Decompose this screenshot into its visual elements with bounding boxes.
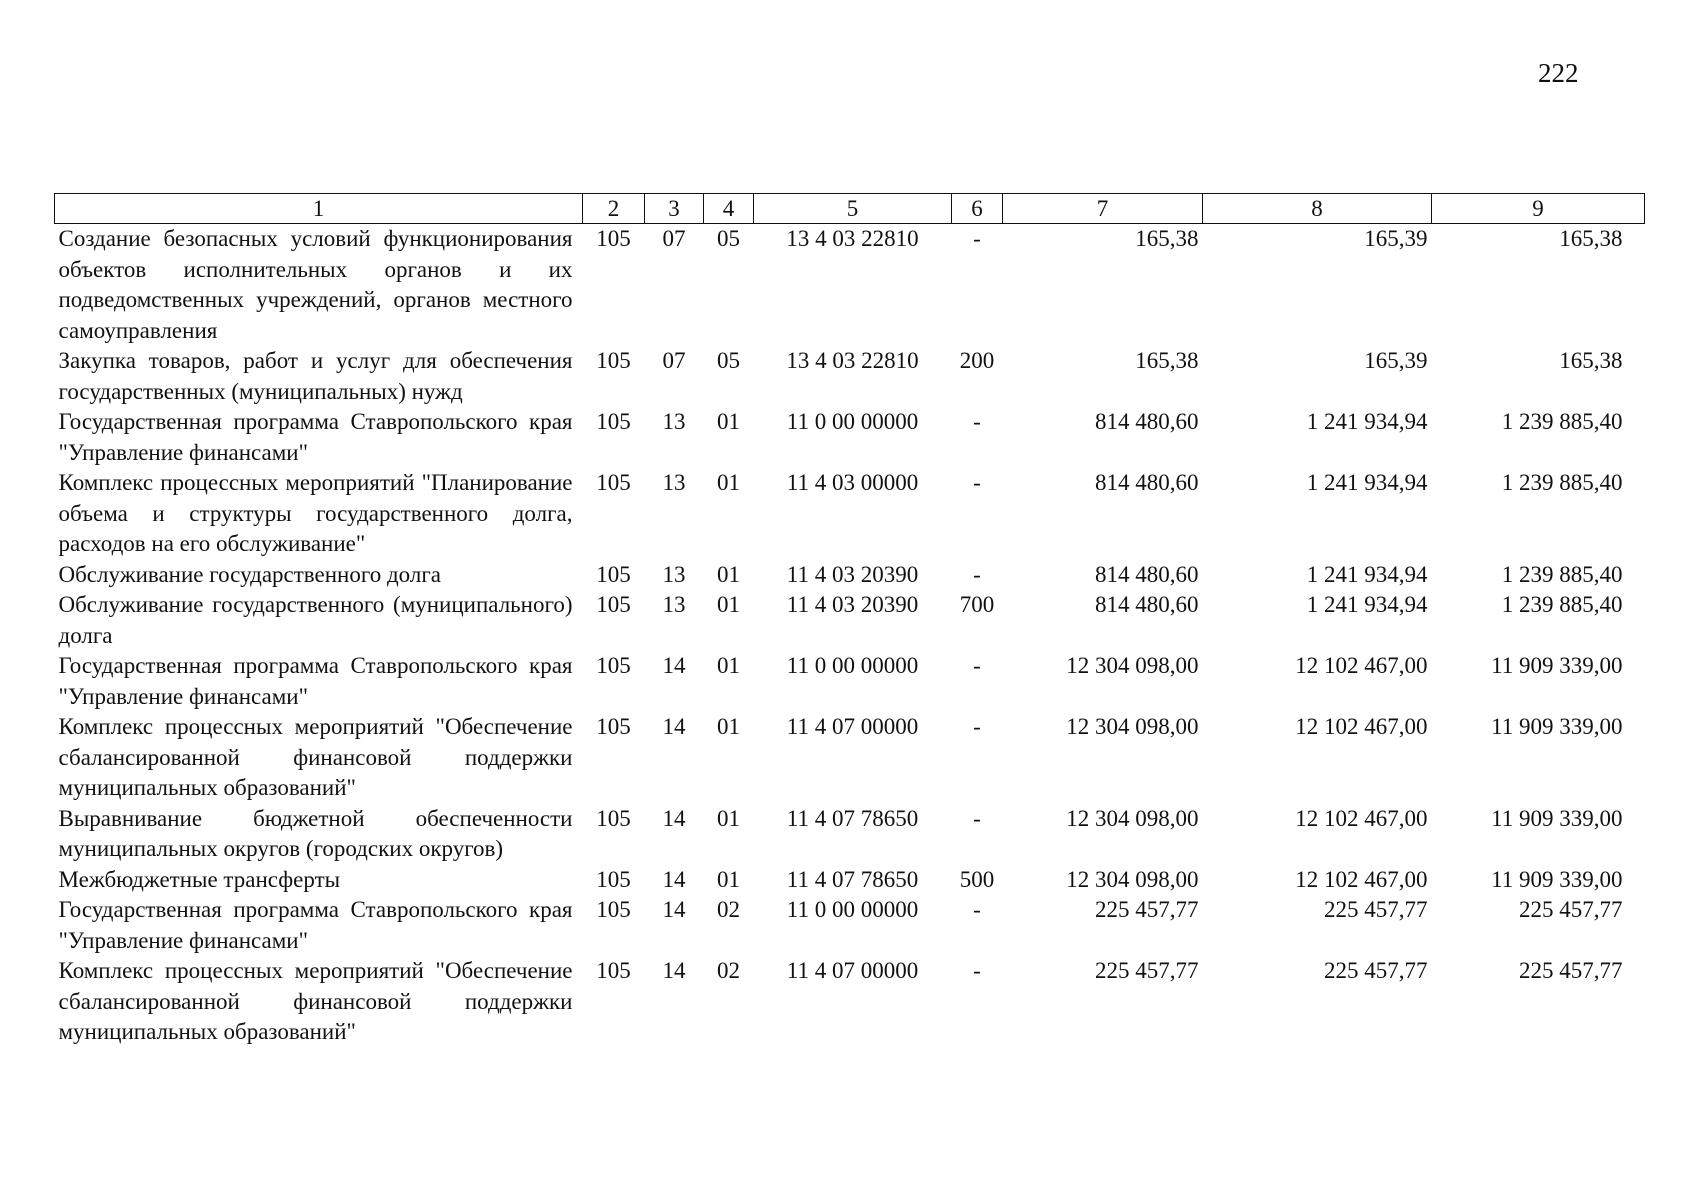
row-amount-9: 1 239 885,40: [1501, 561, 1623, 587]
row-code-section: 07: [662, 226, 686, 251]
row-code-target: 11 4 03 20390: [786, 561, 919, 587]
row-amount-8: 1 241 934,94: [1306, 409, 1428, 434]
row-amount-8: 225 457,77: [1324, 897, 1428, 922]
row-amount-7: 165,38: [1135, 348, 1199, 373]
header-col-5: 5: [754, 194, 952, 224]
row-code-target: 11 4 07 00000: [786, 714, 919, 739]
row-code-section: 14: [662, 714, 686, 739]
row-name: Выравнивание бюджетной обеспеченности муниципальных округов (городских округов): [58, 805, 573, 861]
row-code-target: 11 4 03 00000: [786, 470, 919, 495]
row-code-admin: 105: [596, 866, 631, 892]
row-code-subsection: 05: [717, 348, 740, 373]
row-amount-9: 11 909 339,00: [1491, 653, 1623, 678]
row-code-admin: 105: [596, 592, 631, 617]
row-code-expense-type: -: [973, 897, 981, 922]
row-code-expense-type: -: [973, 561, 981, 587]
row-code-subsection: 01: [717, 561, 740, 587]
row-code-target: 11 4 03 20390: [786, 592, 919, 617]
row-name: Комплекс процессных мероприятий "Планирование объема и структуры государственного долга, расходов на его обслуживание": [58, 470, 573, 556]
row-code-target: 11 0 00 00000: [786, 409, 919, 434]
row-code-section: 07: [662, 348, 686, 373]
row-amount-9: 225 457,77: [1519, 958, 1623, 983]
row-amount-8: 12 102 467,00: [1295, 866, 1428, 892]
row-amount-9: 225 457,77: [1519, 897, 1623, 922]
row-code-expense-type: 500: [959, 866, 995, 892]
row-amount-9: 11 909 339,00: [1491, 866, 1623, 892]
row-code-expense-type: -: [973, 226, 981, 251]
row-amount-9: 1 239 885,40: [1501, 409, 1623, 434]
table-row: [55, 651, 1645, 712]
row-code-expense-type: -: [973, 805, 981, 831]
header-col-3: 3: [645, 194, 704, 224]
row-code-section: 14: [662, 866, 686, 892]
row-code-admin: 105: [596, 226, 631, 251]
row-code-admin: 105: [596, 561, 631, 587]
row-name: Создание безопасных условий функционирования объектов исполнительных органов и их подведомственных учреждений, органов местного самоуправления: [58, 226, 573, 343]
header-col-4: 4: [704, 194, 754, 224]
row-name: Комплекс процессных мероприятий "Обеспечение сбалансированной финансовой поддержки муниципальных образований": [58, 714, 573, 800]
row-amount-9: 1 239 885,40: [1501, 470, 1623, 495]
row-code-expense-type: -: [973, 958, 981, 983]
row-code-section: 13: [662, 409, 686, 434]
row-amount-9: 165,38: [1559, 348, 1623, 373]
table-row: [55, 895, 1645, 956]
row-code-subsection: 01: [717, 866, 740, 892]
row-code-admin: 105: [596, 714, 631, 739]
row-amount-7: 814 480,60: [1095, 561, 1199, 587]
page-number: 222: [1538, 58, 1579, 88]
row-code-admin: 105: [596, 805, 631, 831]
table-row: [55, 224, 1645, 347]
row-code-subsection: 01: [717, 409, 740, 434]
table-row: [55, 407, 1645, 468]
row-amount-9: 11 909 339,00: [1491, 805, 1623, 831]
table-body: [55, 224, 1645, 1048]
row-amount-7: 814 480,60: [1095, 470, 1199, 495]
row-amount-8: 12 102 467,00: [1295, 805, 1428, 831]
row-amount-8: 225 457,77: [1324, 958, 1428, 983]
row-code-section: 14: [662, 805, 686, 831]
row-amount-9: 11 909 339,00: [1491, 714, 1623, 739]
row-code-subsection: 05: [717, 226, 740, 251]
row-name: Комплекс процессных мероприятий "Обеспечение сбалансированной финансовой поддержки муниципальных образований": [58, 958, 573, 1044]
row-code-admin: 105: [596, 348, 631, 373]
table-row: [55, 956, 1645, 1048]
row-amount-8: 1 241 934,94: [1306, 561, 1428, 587]
row-code-subsection: 01: [717, 592, 740, 617]
row-name: Государственная программа Ставропольского края "Управление финансами": [58, 409, 573, 465]
row-amount-9: 1 239 885,40: [1501, 592, 1623, 617]
row-amount-7: 814 480,60: [1095, 409, 1199, 434]
row-code-admin: 105: [596, 470, 631, 495]
row-code-admin: 105: [596, 897, 631, 922]
row-code-target: 11 4 07 00000: [786, 958, 919, 983]
header-col-1: 1: [55, 194, 583, 224]
row-code-section: 14: [662, 653, 686, 678]
header-col-2: 2: [583, 194, 645, 224]
row-code-expense-type: -: [973, 714, 981, 739]
row-code-section: 13: [662, 470, 686, 495]
header-col-6: 6: [952, 194, 1003, 224]
row-code-section: 14: [662, 897, 686, 922]
table-row: [55, 865, 1645, 896]
row-amount-8: 165,39: [1364, 348, 1428, 373]
row-name: Государственная программа Ставропольского края "Управление финансами": [58, 653, 573, 709]
row-amount-8: 12 102 467,00: [1295, 653, 1428, 678]
row-code-subsection: 02: [717, 897, 740, 922]
row-code-subsection: 01: [717, 714, 740, 739]
row-code-section: 13: [662, 592, 686, 617]
row-code-admin: 105: [596, 958, 631, 983]
row-code-expense-type: 200: [959, 348, 995, 373]
row-amount-9: 165,38: [1559, 226, 1623, 251]
row-code-section: 13: [662, 561, 686, 587]
row-amount-7: 12 304 098,00: [1066, 653, 1199, 678]
row-code-expense-type: -: [973, 470, 981, 495]
row-amount-8: 165,39: [1364, 226, 1428, 251]
row-name: Государственная программа Ставропольского края "Управление финансами": [58, 897, 573, 953]
header-col-9: 9: [1432, 194, 1645, 224]
row-amount-8: 12 102 467,00: [1295, 714, 1428, 739]
budget-table: [54, 193, 1645, 1048]
table-row: [55, 804, 1645, 865]
row-amount-7: 814 480,60: [1095, 592, 1199, 617]
row-code-section: 14: [662, 958, 686, 983]
row-amount-7: 12 304 098,00: [1066, 805, 1199, 831]
row-code-subsection: 01: [717, 470, 740, 495]
row-amount-7: 165,38: [1135, 226, 1199, 251]
row-code-subsection: 01: [717, 653, 740, 678]
header-col-7: 7: [1003, 194, 1203, 224]
header-col-8: 8: [1203, 194, 1432, 224]
row-code-admin: 105: [596, 653, 631, 678]
row-code-target: 11 0 00 00000: [786, 653, 919, 678]
row-name: Межбюджетные трансферты: [58, 866, 341, 892]
table-row: [55, 560, 1645, 591]
row-code-subsection: 01: [717, 805, 740, 831]
row-amount-7: 12 304 098,00: [1066, 866, 1199, 892]
row-amount-8: 1 241 934,94: [1306, 470, 1428, 495]
row-code-expense-type: 700: [959, 592, 995, 617]
row-code-target: 11 4 07 78650: [786, 805, 919, 831]
table-header: [55, 194, 1645, 224]
row-code-admin: 105: [596, 409, 631, 434]
row-code-target: 11 4 07 78650: [786, 866, 919, 892]
row-code-target: 11 0 00 00000: [786, 897, 919, 922]
table-row: [55, 346, 1645, 407]
row-amount-7: 12 304 098,00: [1066, 714, 1199, 739]
row-code-target: 13 4 03 22810: [786, 226, 919, 251]
row-code-target: 13 4 03 22810: [786, 348, 919, 373]
row-name: Обслуживание государственного долга: [58, 561, 441, 587]
table-row: [55, 468, 1645, 560]
row-code-expense-type: -: [973, 653, 981, 678]
row-name: Закупка товаров, работ и услуг для обеспечения государственных (муниципальных) нужд: [58, 348, 573, 404]
table-row: [55, 712, 1645, 804]
row-amount-7: 225 457,77: [1095, 897, 1199, 922]
row-code-subsection: 02: [717, 958, 740, 983]
row-name: Обслуживание государственного (муниципального) долга: [58, 592, 573, 648]
row-amount-7: 225 457,77: [1095, 958, 1199, 983]
row-code-expense-type: -: [973, 409, 981, 434]
table-row: [55, 590, 1645, 651]
header-row: [55, 194, 1645, 224]
row-amount-8: 1 241 934,94: [1306, 592, 1428, 617]
